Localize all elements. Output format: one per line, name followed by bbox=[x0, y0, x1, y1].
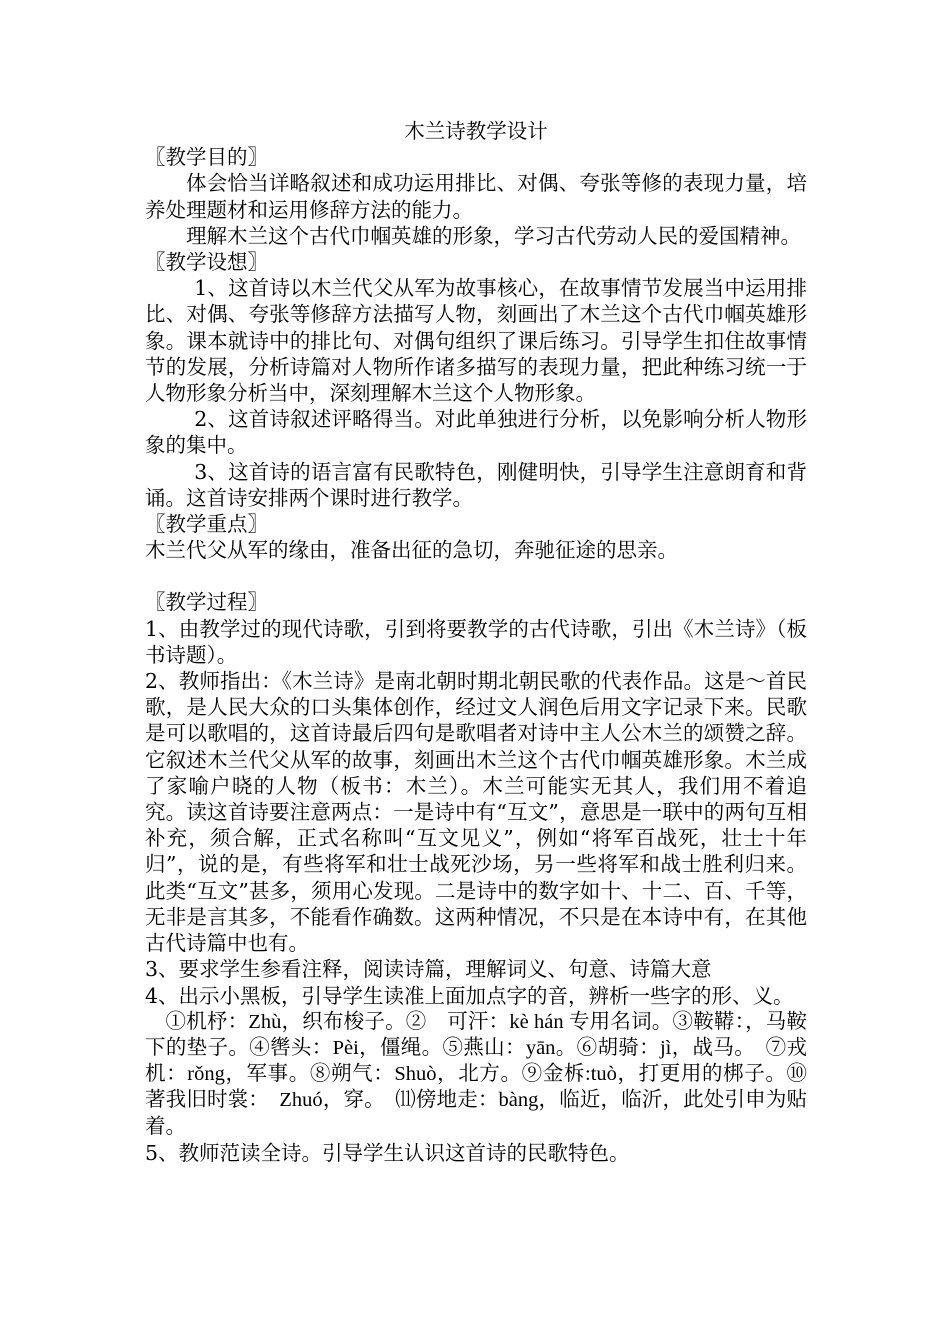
document-title: 木兰诗教学设计 bbox=[404, 119, 548, 143]
blank-line bbox=[145, 563, 807, 589]
ideas-paragraph-3: 3、这首诗的语言富有民歌特色，刚健明快，引导学生注意朗育和背诵。这首诗安排两个课时进行教学。 bbox=[145, 459, 807, 510]
process-step-5: 5、教师范读全诗。引导学生认识这首诗的民歌特色。 bbox=[145, 1140, 630, 1165]
ideas-paragraph-2: 2、这首诗叙述评略得当。对此单独进行分析，以免影响分析人物形象的集中。 bbox=[145, 407, 807, 458]
aims-paragraph-2: 理解木兰这个古代巾帼英雄的形象，学习古代劳动人民的爱国精神。 bbox=[186, 223, 801, 248]
process-step-3: 3、要求学生参看注释，阅读诗篇，理解词义、句意、诗篇大意 bbox=[145, 957, 712, 982]
pronunciation-notes: ①机杼：Zhù，织布梭子。② 可汗：kè hán 专用名词。③鞍鞯：，马鞍下的垫子。④辔头：Pèi，僵绳。⑤燕山：yān。⑥胡骑：jì，战马。 ⑦戎机：rǒng，军事。⑧朔气：Shuò，北方。⑨金柝:tuò，打更用的梆子。⑩著我旧时裳： Zhuó，穿。 ⑾傍地走：bàng，临近，临沂，此处引申为贴着。 bbox=[145, 1010, 807, 1138]
aims-paragraph-1: 体会恰当详略叙述和成功运用排比、对偶、夸张等修的表现力量，培养处理题材和运用修辞方法的能力。 bbox=[145, 171, 807, 222]
heading-teaching-aims: 〖教学目的〗 bbox=[145, 145, 268, 170]
document-body bbox=[145, 118, 807, 1166]
focus-paragraph: 木兰代父从军的缘由，准备出征的急切，奔驰征途的思亲。 bbox=[145, 538, 678, 563]
process-step-2: 2、教师指出：《木兰诗》是南北朝时期北朝民歌的代表作品。这是～首民歌，是人民大众的口头集体创作，经过文人润色后用文字记录下来。民歌是可以歌唱的，这首诗最后四句是歌唱者对诗中主人公木兰的颂赞之辞。它叙述木兰代父从军的故事，刻画出木兰这个古代巾帼英雄形象。木兰成了家喻户晓的人物（板书：木兰）。木兰可能实无其人，我们用不着追究。读这首诗要注意两点：一是诗中有“互文”，意思是一联中的两句互相补充，须合解，正式名称叫“互文见义”，例如“将军百战死，壮士十年归”，说的是，有些将军和壮士战死沙场，另一些将军和战士胜利归来。此类“互文”甚多，须用心发现。二是诗中的数字如十、十二、百、千等，无非是言其多，不能看作确数。这两种情况，不只是在本诗中有，在其他古代诗篇中也有。 bbox=[145, 669, 807, 956]
heading-teaching-focus: 〖教学重点〗 bbox=[145, 512, 268, 537]
heading-teaching-process: 〖教学过程〗 bbox=[145, 590, 268, 615]
ideas-paragraph-1: 1、这首诗以木兰代父从军为故事核心，在故事情节发展当中运用排比、对偶、夸张等修辞方法描写人物，刻画出了木兰这个古代巾帼英雄形象。课本就诗中的排比句、对偶句组织了课后练习。引导学生扣住故事情节的发展，分析诗篇对人物所作诸多描写的表现力量，把此种练习统一于人物形象分析当中，深刻理解木兰这个人物形象。 bbox=[145, 276, 807, 406]
process-step-4: 4、出示小黑板，引导学生读准上面加点字的音，辨析一些字的形、义。 bbox=[145, 983, 794, 1008]
process-step-1: 1、由教学过的现代诗歌，引到将要教学的古代诗歌，引出《木兰诗》（板书诗题）。 bbox=[145, 616, 807, 667]
heading-teaching-ideas: 〖教学设想〗 bbox=[145, 250, 268, 275]
